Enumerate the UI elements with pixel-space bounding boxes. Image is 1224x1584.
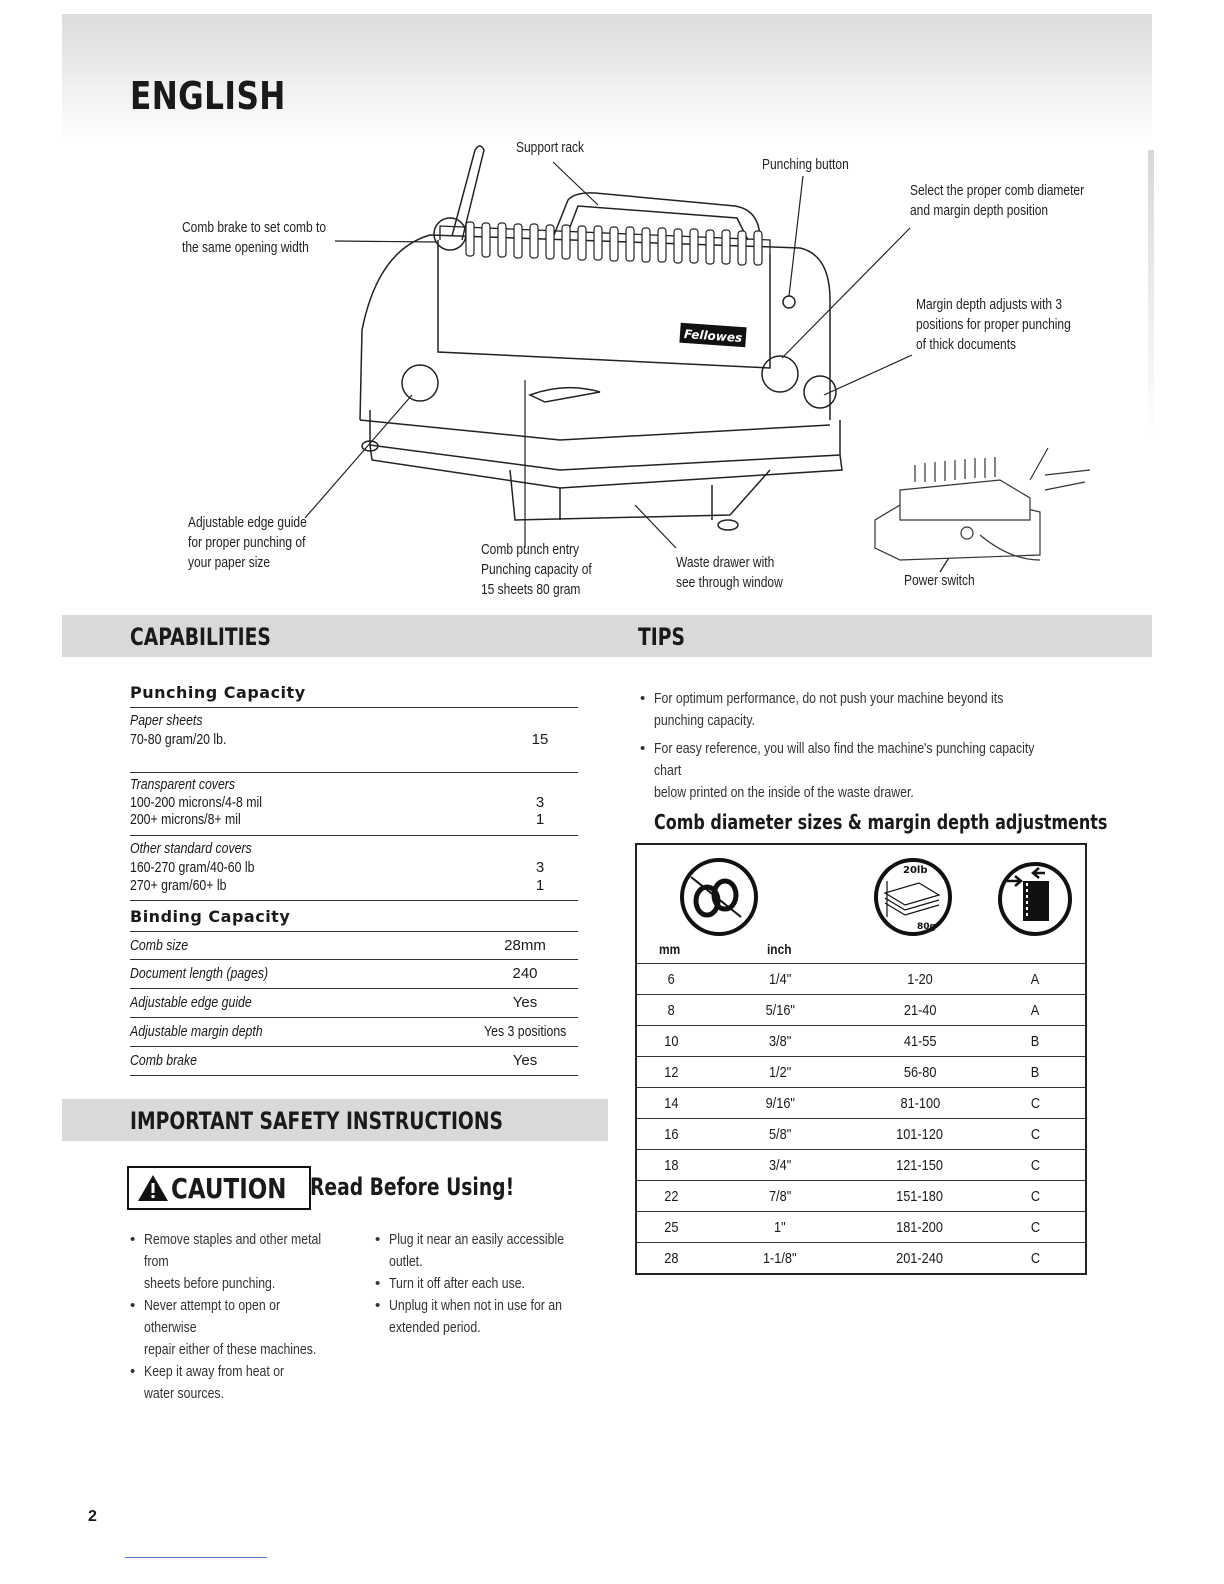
cell-mm: 12: [637, 1057, 705, 1088]
caution-label-box: [127, 1166, 311, 1210]
row-value: 15: [531, 731, 549, 748]
cell-margin: B: [985, 1057, 1085, 1088]
cell-margin: C: [985, 1088, 1085, 1119]
cell-pages: 101-120: [855, 1119, 985, 1150]
callout-edge-guide: Adjustable edge guide for proper punching of your paper size: [188, 514, 307, 571]
cell-inch: 3/8": [705, 1026, 855, 1057]
row-name: 270+ gram/60+ lb: [130, 877, 227, 894]
margin-depth-icon: [997, 861, 1073, 937]
cell-mm: 16: [637, 1119, 705, 1150]
safety-left-list: [130, 1229, 360, 1405]
other-covers-group: [130, 835, 578, 901]
cell-pages: 121-150: [855, 1150, 985, 1181]
column-inch: inch: [767, 941, 792, 957]
binding-row: [130, 1046, 578, 1075]
tip-item: • For optimum performance, do not push your machine beyond its punching capacity.: [640, 690, 1004, 729]
cell-inch: 1/2": [705, 1057, 855, 1088]
cell-pages: 201-240: [855, 1243, 985, 1274]
row-name: Document length (pages): [130, 965, 269, 982]
page-number: 2: [88, 1508, 97, 1525]
row-value: Yes: [512, 1052, 538, 1069]
comb-row: [637, 964, 1085, 995]
callout-comb-brake: Comb brake to set comb to the same opening width: [182, 219, 327, 256]
callout-punching-button: Punching button: [762, 156, 849, 173]
row-value: 28mm: [504, 937, 546, 954]
safety-bullet: • Never attempt to open or otherwise repair either of these machines.: [130, 1297, 317, 1358]
safety-bullet: • Turn it off after each use.: [375, 1275, 526, 1292]
cell-margin: C: [985, 1150, 1085, 1181]
comb-size-rows: [637, 963, 1085, 1273]
cell-inch: 9/16": [705, 1088, 855, 1119]
cell-pages: 1-20: [855, 964, 985, 995]
comb-table-title: Comb diameter sizes & margin depth adjustments: [654, 810, 1108, 834]
tip-item: • For easy reference, you will also find the machine's punching capacity chart below printed on the inside of the waste drawer.: [640, 740, 1035, 801]
tips-heading: TIPS: [638, 623, 685, 651]
cell-pages: 56-80: [855, 1057, 985, 1088]
cell-mm: 28: [637, 1243, 705, 1274]
binding-row: [130, 1017, 578, 1046]
cell-mm: 25: [637, 1212, 705, 1243]
row-name: Adjustable edge guide: [130, 994, 252, 1011]
binding-capacity-title: Binding Capacity: [130, 907, 291, 926]
safety-bullet: • Keep it away from heat or water sources.: [130, 1363, 285, 1402]
callout-support-rack: Support rack: [516, 139, 585, 156]
cell-mm: 6: [637, 964, 705, 995]
cell-margin: C: [985, 1119, 1085, 1150]
cell-inch: 7/8": [705, 1181, 855, 1212]
row-name: Comb size: [130, 937, 189, 954]
page-title: ENGLISH: [130, 74, 286, 118]
row-name: 200+ microns/8+ mil: [130, 811, 241, 828]
binding-row: [130, 931, 578, 959]
row-value: 3: [535, 859, 545, 876]
comb-size-table: [635, 843, 1087, 1275]
row-name: Adjustable margin depth: [130, 1023, 263, 1040]
cell-inch: 3/4": [705, 1150, 855, 1181]
safety-right-list: [375, 1229, 615, 1339]
safety-bullet: • Plug it near an easily accessible outlet.: [375, 1231, 565, 1270]
column-mm: mm: [659, 941, 681, 957]
cell-margin: A: [985, 995, 1085, 1026]
row-value: Yes: [512, 994, 538, 1011]
row-value: 3: [535, 794, 545, 811]
row-value: 1: [535, 877, 545, 894]
callout-select-comb: Select the proper comb diameter and margin depth position: [910, 182, 1085, 219]
callout-margin-depth: Margin depth adjusts with 3 positions for proper punching of thick documents: [916, 296, 1071, 353]
paper-stack-icon: [873, 855, 953, 939]
tips-list: [640, 688, 1120, 804]
brand-logo: [679, 323, 746, 348]
paper-sheets-group: [130, 707, 578, 772]
comb-row: [637, 1088, 1085, 1119]
row-name: 70-80 gram/20 lb.: [130, 731, 227, 748]
row-value: 240: [512, 965, 538, 982]
cell-pages: 151-180: [855, 1181, 985, 1212]
comb-rings-icon: [679, 857, 759, 937]
inset-machine-illustration: [875, 448, 1090, 560]
row-name: 160-270 gram/40-60 lb: [130, 859, 255, 876]
warning-triangle-icon: [137, 1173, 169, 1203]
row-value: 1: [535, 811, 545, 828]
cell-pages: 41-55: [855, 1026, 985, 1057]
cell-inch: 1/4": [705, 964, 855, 995]
cell-margin: A: [985, 964, 1085, 995]
comb-row: [637, 1181, 1085, 1212]
group-label: Paper sheets: [130, 712, 203, 729]
cell-inch: 5/8": [705, 1119, 855, 1150]
comb-row: [637, 995, 1085, 1026]
cell-margin: B: [985, 1026, 1085, 1057]
comb-table-header: [637, 845, 1085, 963]
capabilities-heading: CAPABILITIES: [130, 623, 271, 651]
svg-text:80g: 80g: [917, 922, 936, 932]
cell-inch: 5/16": [705, 995, 855, 1026]
comb-row: [637, 1150, 1085, 1181]
binding-capacity-table: [130, 931, 578, 1076]
binding-row: [130, 959, 578, 988]
cell-inch: 1": [705, 1212, 855, 1243]
cell-pages: 81-100: [855, 1088, 985, 1119]
transparent-covers-group: [130, 772, 578, 835]
cell-mm: 8: [637, 995, 705, 1026]
comb-row: [637, 1243, 1085, 1274]
cell-mm: 10: [637, 1026, 705, 1057]
row-name: Comb brake: [130, 1052, 197, 1069]
cell-pages: 21-40: [855, 995, 985, 1026]
cell-margin: C: [985, 1243, 1085, 1274]
cell-margin: C: [985, 1181, 1085, 1212]
cell-inch: 1-1/8": [705, 1243, 855, 1274]
punching-capacity-table: [130, 707, 578, 901]
safety-bullet: • Remove staples and other metal from sheets before punching.: [130, 1231, 322, 1292]
cell-pages: 181-200: [855, 1212, 985, 1243]
read-before-using: Read Before Using!: [310, 1173, 515, 1201]
svg-text:20lb: 20lb: [903, 865, 928, 876]
callout-waste-drawer: Waste drawer with see through window: [676, 554, 783, 591]
punching-capacity-title: Punching Capacity: [130, 683, 306, 702]
group-label: Other standard covers: [130, 840, 252, 857]
cell-mm: 22: [637, 1181, 705, 1212]
callout-power-switch: Power switch: [904, 572, 975, 589]
safety-bullet: • Unplug it when not in use for an extended period.: [375, 1297, 562, 1336]
cell-margin: C: [985, 1212, 1085, 1243]
comb-row: [637, 1057, 1085, 1088]
row-name: 100-200 microns/4-8 mil: [130, 794, 262, 811]
comb-row: [637, 1212, 1085, 1243]
comb-row: [637, 1026, 1085, 1057]
comb-row: [637, 1119, 1085, 1150]
caution-text: CAUTION: [171, 1171, 287, 1205]
callout-comb-punch-entry: Comb punch entry Punching capacity of 15 sheets 80 gram: [481, 541, 592, 598]
binding-row: [130, 988, 578, 1017]
cell-mm: 14: [637, 1088, 705, 1119]
row-value: Yes 3 positions: [483, 1023, 567, 1040]
svg-text:Fellowes: Fellowes: [683, 326, 743, 346]
cell-mm: 18: [637, 1150, 705, 1181]
safety-heading: IMPORTANT SAFETY INSTRUCTIONS: [130, 1107, 503, 1135]
bottom-link-rule: [125, 1557, 267, 1558]
group-label: Transparent covers: [130, 776, 236, 793]
